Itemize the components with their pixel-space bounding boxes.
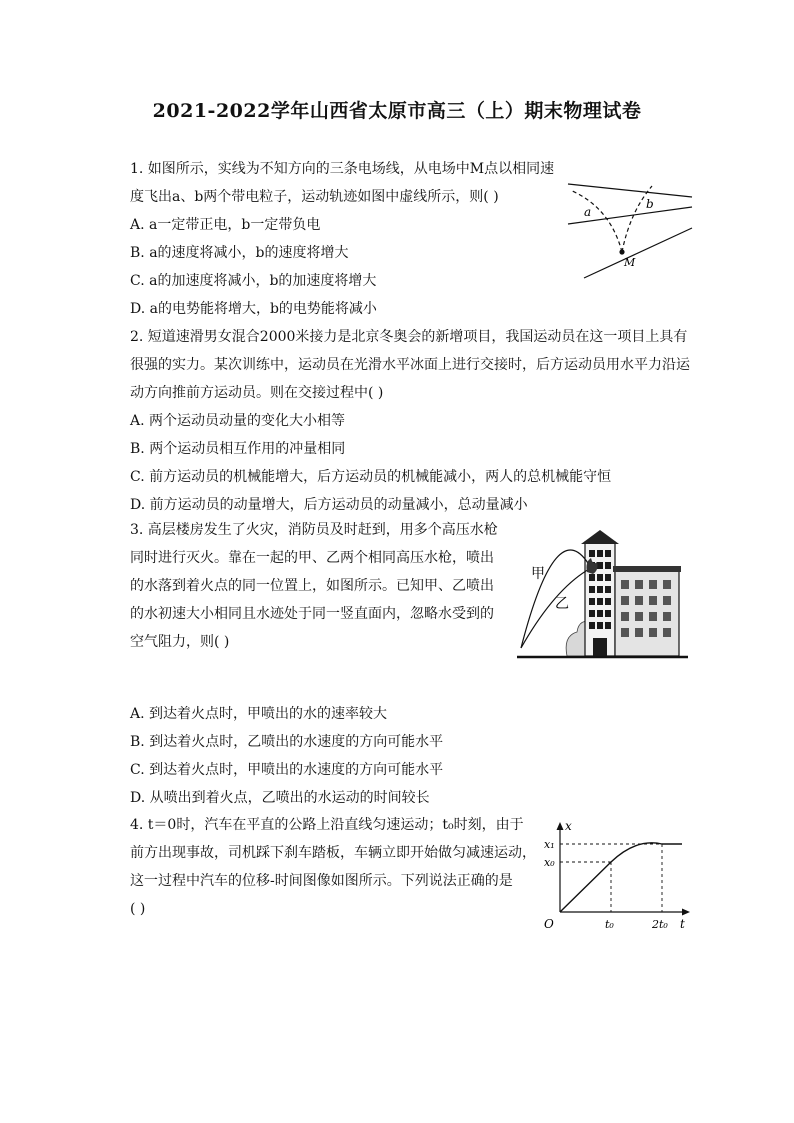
- page-title: 2021-2022学年山西省太原市高三（上）期末物理试卷: [152, 100, 642, 122]
- option-b: B. a的速度将减小，b的速度将增大: [130, 245, 349, 261]
- label-yi: 乙: [555, 596, 569, 612]
- label-b: b: [646, 197, 654, 211]
- question-stem-line: 空气阻力，则( ): [130, 634, 230, 650]
- question-stem-line: 的水初速大小相同且水迹处于同一竖直面内，忽略水受到的: [130, 606, 494, 622]
- origin-label: O: [544, 917, 554, 931]
- option-d: D. 前方运动员的动量增大，后方运动员的动量减小，总动量减小: [130, 497, 528, 513]
- field-line: [584, 228, 692, 278]
- question-stem-line: 前方出现事故，司机踩下刹车踏板，车辆立即开始做匀减速运动，: [130, 845, 536, 861]
- question-stem-line: 3. 高层楼房发生了火灾，消防员及时赶到，用多个高压水枪: [130, 522, 498, 538]
- y-axis-label: x: [565, 819, 572, 833]
- question-stem-line: 的水落到着火点的同一位置上，如图所示。已知甲、乙喷出: [130, 578, 494, 594]
- question-stem-line: 2. 短道速滑男女混合2000米接力是北京冬奥会的新增项目，我国运动员在这一项目上具有: [130, 329, 688, 345]
- question-stem-line: 同时进行灭火。靠在一起的甲、乙两个相同高压水枪，喷出: [130, 550, 494, 566]
- t0-label: t₀: [605, 918, 614, 931]
- option-d: D. 从喷出到着火点，乙喷出的水运动的时间较长: [130, 790, 430, 806]
- position-time-graph: [538, 818, 698, 933]
- label-m: M: [624, 256, 636, 269]
- option-b: B. 到达着火点时，乙喷出的水速度的方向可能水平: [130, 734, 444, 750]
- x-axis-arrow: [557, 822, 564, 830]
- point-m: [619, 249, 624, 254]
- option-c: C. a的加速度将减小，b的加速度将增大: [130, 273, 377, 289]
- tower-roof: [581, 530, 619, 544]
- trajectory-b: [622, 186, 652, 252]
- t2-label: 2t₀: [652, 918, 668, 931]
- option-c: C. 到达着火点时，甲喷出的水速度的方向可能水平: [130, 762, 444, 778]
- question-stem-line: 4. t＝0时，汽车在平直的公路上沿直线匀速运动；t₀时刻，由于: [130, 817, 524, 833]
- option-a: A. 两个运动员动量的变化大小相等: [130, 413, 346, 429]
- question-stem-line: 很强的实力。某次训练中，运动员在光滑水平冰面上进行交接时，后方运动员用水平力沿运: [130, 357, 690, 373]
- t-axis-arrow: [682, 909, 690, 916]
- x0-label: x₀: [544, 856, 555, 869]
- position-curve: [560, 843, 682, 912]
- question-stem-line: ( ): [130, 901, 146, 917]
- trajectory-a: [570, 190, 622, 252]
- question-stem-line: 度飞出a、b两个带电粒子，运动轨迹如图中虚线所示，则( ): [130, 189, 499, 205]
- question-stem-line: 动方向推前方运动员。则在交接过程中( ): [130, 385, 384, 401]
- question-stem-line: 1. 如图所示，实线为不知方向的三条电场线，从电场中M点以相同速: [130, 161, 555, 177]
- option-a: A. 到达着火点时，甲喷出的水的速率较大: [130, 706, 388, 722]
- question-stem-line: 这一过程中汽车的位移-时间图像如图所示。下列说法正确的是: [130, 873, 513, 889]
- option-a: A. a一定带正电，b一定带负电: [130, 217, 321, 233]
- electric-field-figure: [560, 162, 700, 282]
- x-axis-label: t: [680, 917, 685, 931]
- option-c: C. 前方运动员的机械能增大，后方运动员的机械能减小，两人的总机械能守恒: [130, 469, 612, 485]
- option-b: B. 两个运动员相互作用的冲量相同: [130, 441, 346, 457]
- option-d: D. a的电势能将增大，b的电势能将减小: [130, 301, 377, 317]
- building-fire-figure: [515, 528, 690, 660]
- x1-label: x₁: [544, 838, 555, 851]
- wide-building-roof: [613, 566, 681, 572]
- label-a: a: [584, 205, 592, 219]
- label-jia: 甲: [531, 566, 545, 582]
- field-line: [568, 184, 692, 197]
